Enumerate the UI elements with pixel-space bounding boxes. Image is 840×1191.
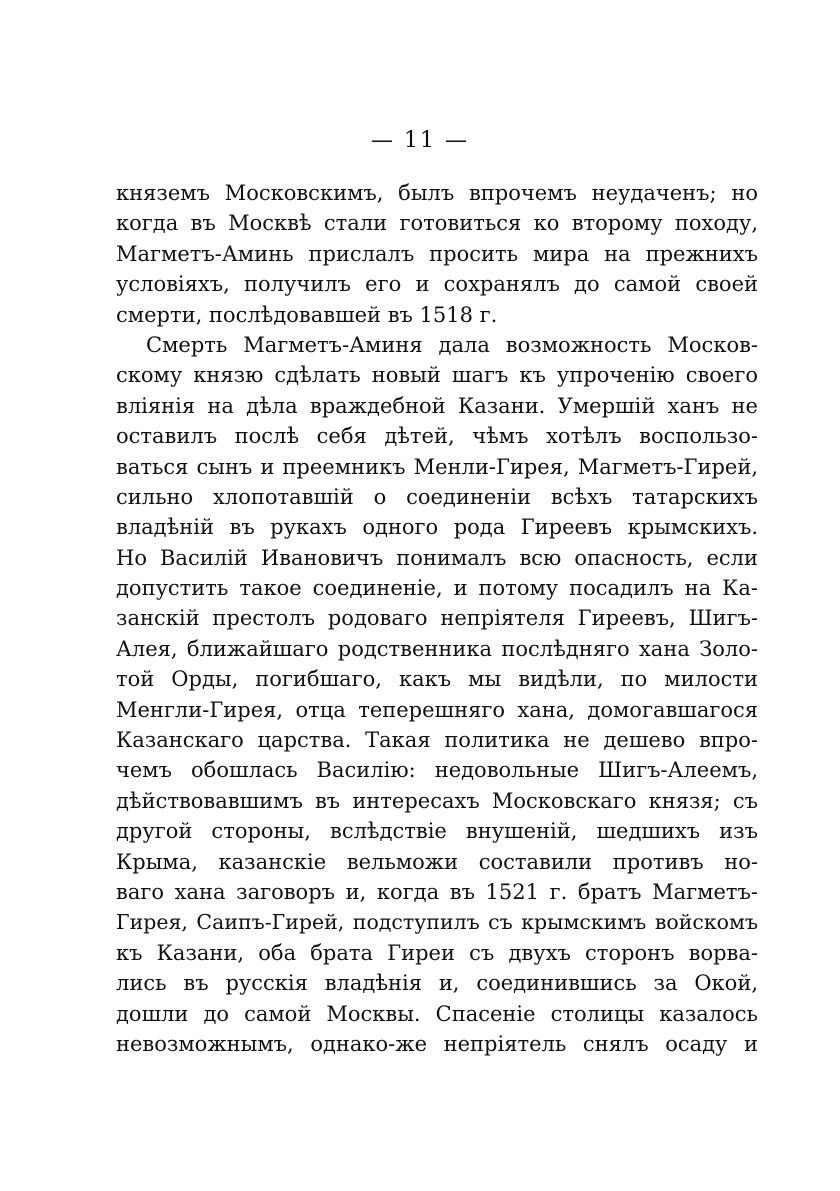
text-line: Казанскаго царства. Такая политика не дешево впро- xyxy=(116,728,758,753)
page-number: — 11 — xyxy=(371,128,469,153)
text-line: вліянія на дѣла враждебной Казани. Умершій ханъ не xyxy=(116,393,758,418)
text-line: Крыма, казанскіе вельможи составили противъ но- xyxy=(116,849,758,874)
text-line: чемъ обошлась Василію: недовольные Шигъ-Алеемъ, xyxy=(116,758,758,783)
text-line: ваться сынъ и преемникъ Менли-Гирея, Магметъ-Гирей, xyxy=(116,454,758,479)
text-line: когда въ Москвѣ стали готовиться ко второму походу, xyxy=(116,211,758,236)
text-line: той Орды, погибшаго, какъ мы видѣли, по милости xyxy=(116,667,758,692)
text-line: смерти, послѣдовавшей въ 1518 г. xyxy=(116,302,498,327)
text-line: княземъ Московскимъ, былъ впрочемъ неудаченъ; но xyxy=(116,181,758,205)
text-line: Смерть Магметъ-Аминя дала возможность Москов- xyxy=(146,332,758,357)
text-line: занскій престолъ родоваго непріятеля Гиреевъ, Шигъ- xyxy=(116,606,758,631)
text-line: къ Казани, оба брата Гиреи съ двухъ сторонъ ворва- xyxy=(116,940,758,965)
text-line: сильно хлопотавшій о соединеніи всѣхъ татарскихъ xyxy=(116,484,758,509)
text-line: лись въ русскія владѣнія и, соединившись за Окой, xyxy=(116,971,758,996)
text-line: скому князю сдѣлать новый шагъ къ упроченію своего xyxy=(116,363,758,388)
text-line: Алея, ближайшаго родственника послѣдняго хана Золо- xyxy=(116,636,758,661)
text-line: Гирея, Саипъ-Гирей, подступилъ съ крымскимъ войскомъ xyxy=(116,910,758,935)
text-line: допустить такое соединеніе, и потому посадилъ на Ка- xyxy=(116,576,758,601)
text-line: Магметъ-Аминь прислалъ просить мира на прежнихъ xyxy=(116,241,758,266)
text-line: владѣній въ рукахъ одного рода Гиреевъ крымскихъ. xyxy=(116,515,758,540)
text-line: невозможнымъ, однако-же непріятель снялъ осаду и xyxy=(116,1031,758,1056)
text-line: другой стороны, вслѣдствіе внушеній, шедшихъ изъ xyxy=(116,819,758,844)
text-line: условіяхъ, получилъ его и сохранялъ до самой своей xyxy=(116,272,758,297)
text-line: Менгли-Гирея, отца теперешняго хана, домогавшагося xyxy=(116,697,758,722)
text-line: Но Василій Ивановичъ понималъ всю опасность, если xyxy=(116,545,758,570)
body-text xyxy=(116,178,758,1059)
paragraph-2 xyxy=(116,330,758,1059)
text-line: дошли до самой Москвы. Спасеніе столицы казалось xyxy=(116,1001,758,1026)
paragraph-1 xyxy=(116,178,758,330)
text-line: дѣйствовавшимъ въ интересахъ Московскаго князя; съ xyxy=(116,788,758,813)
text-line: оставилъ послѣ себя дѣтей, чѣмъ хотѣлъ воспользо- xyxy=(116,424,758,449)
text-line: ваго хана заговоръ и, когда въ 1521 г. братъ Магметъ- xyxy=(116,879,758,904)
